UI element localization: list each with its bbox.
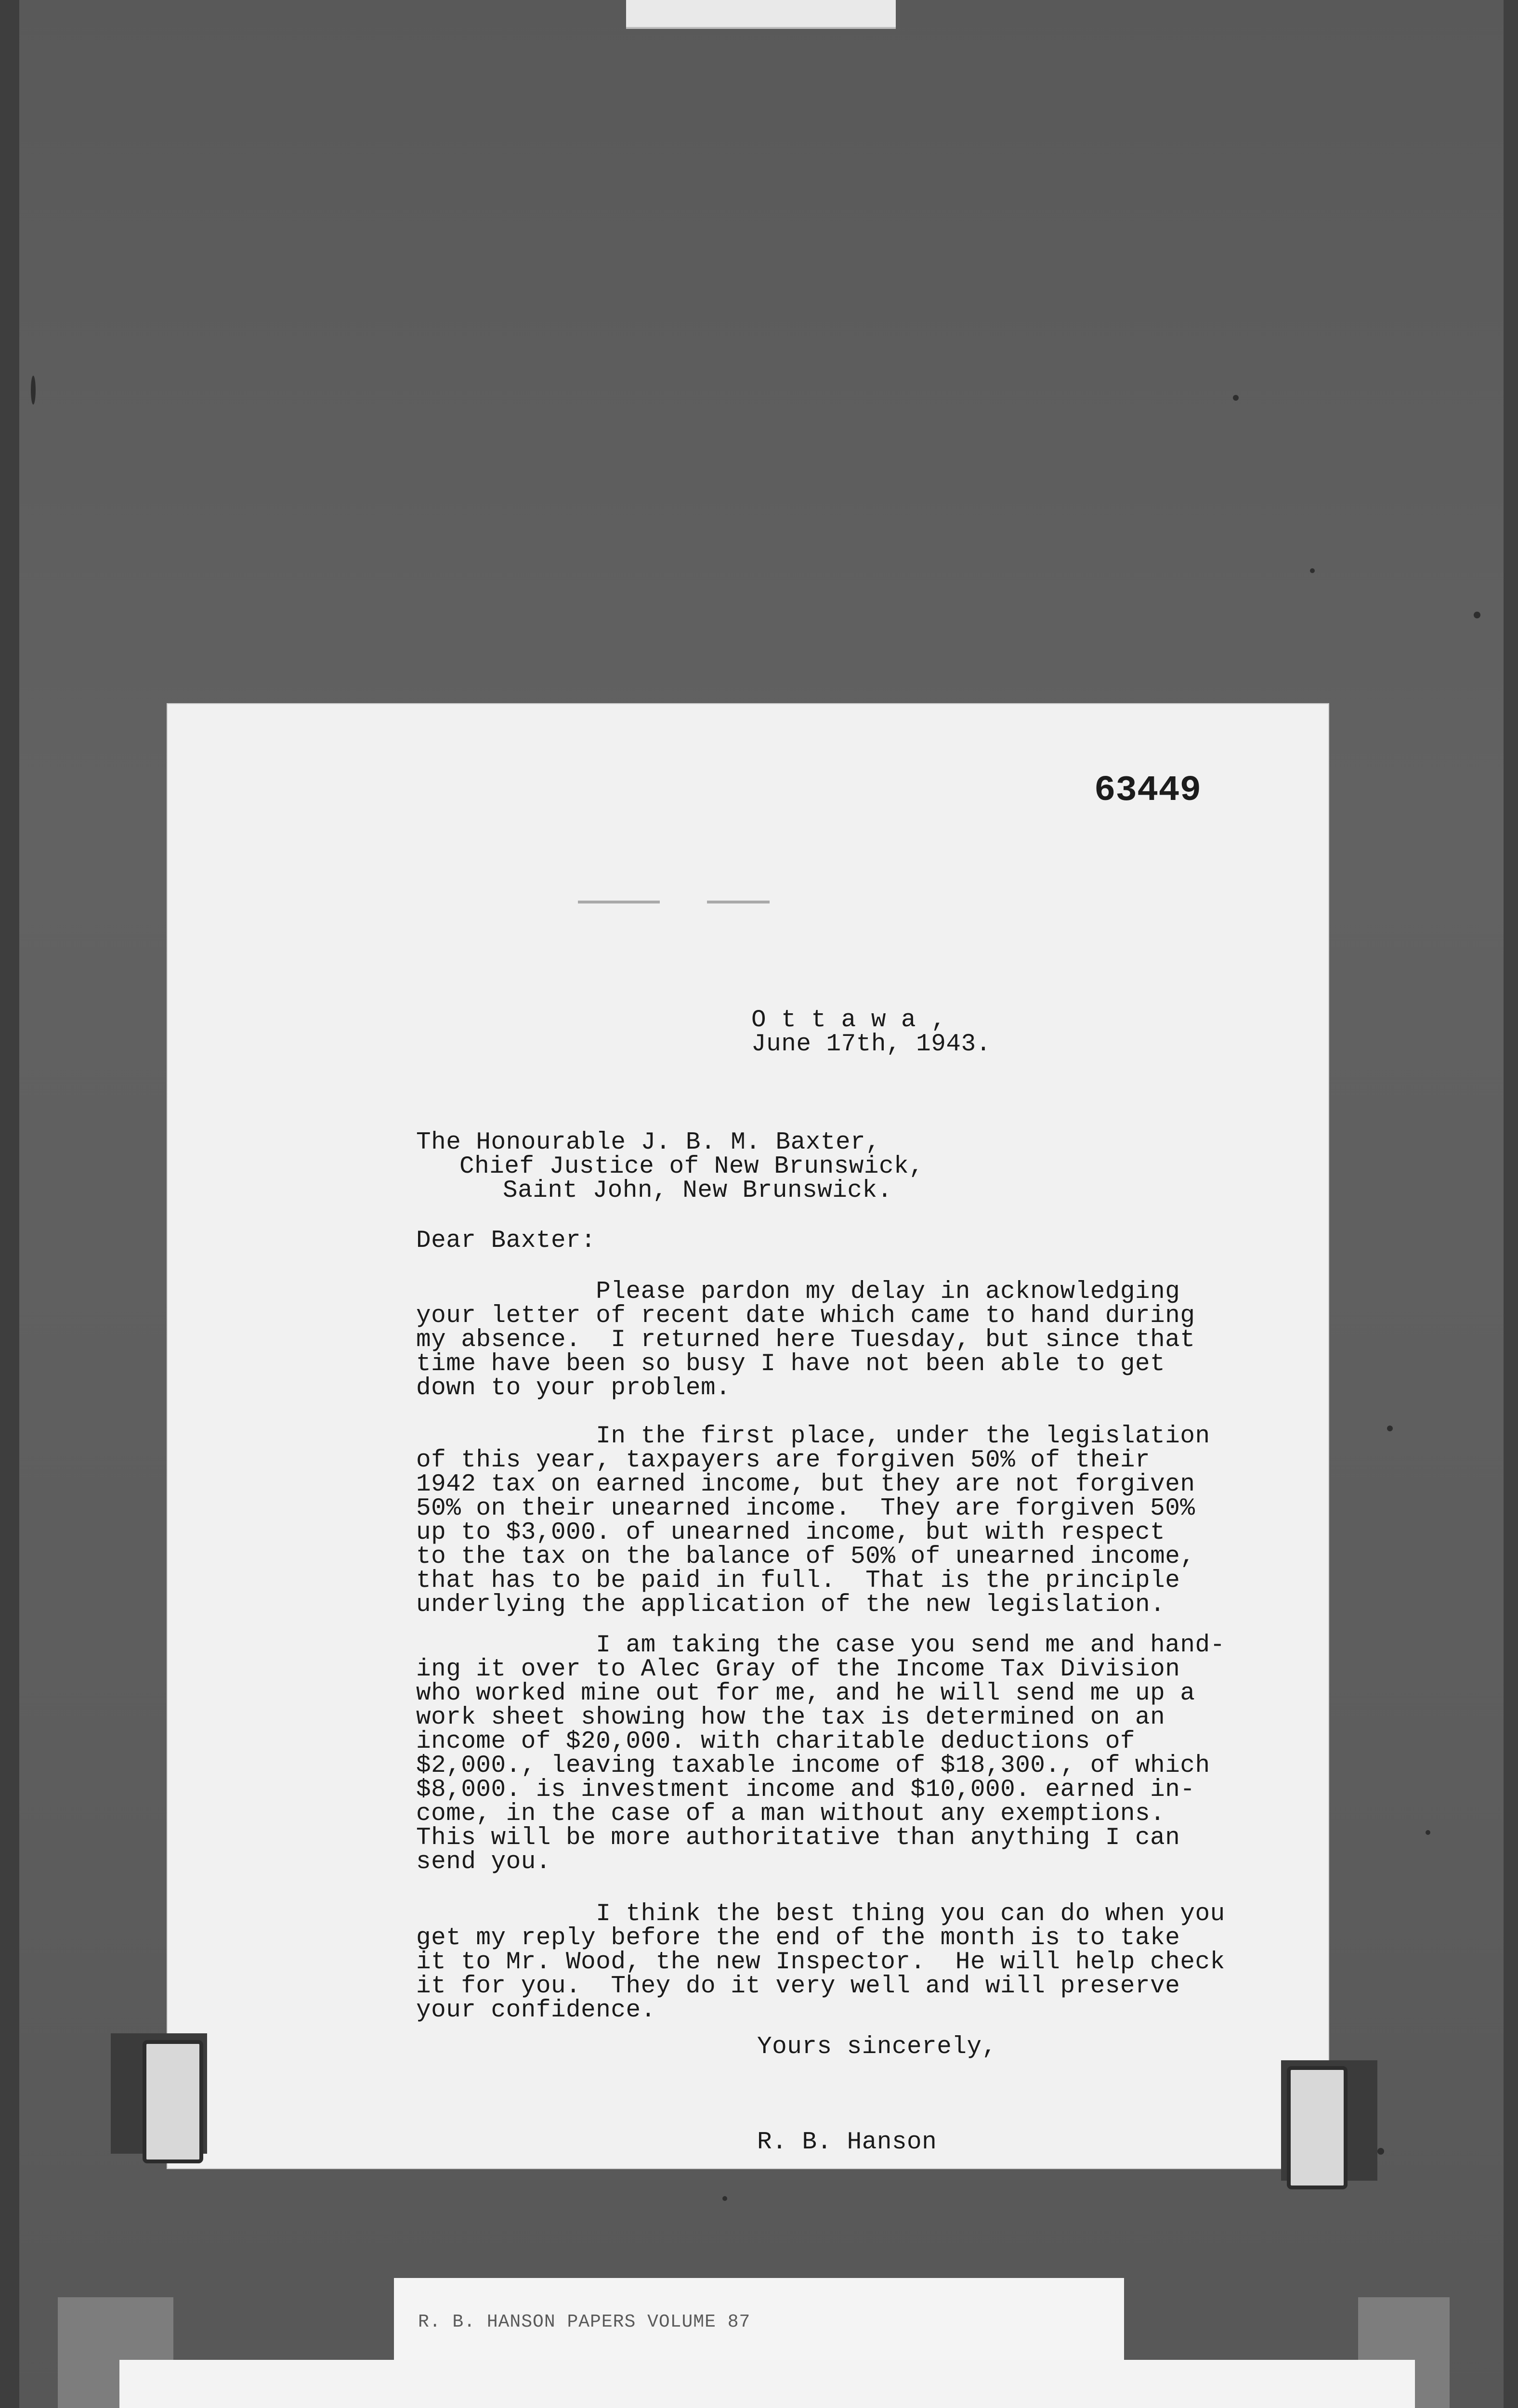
date-line: June 17th, 1943. xyxy=(751,1031,991,1058)
place-line: O t t a w a , xyxy=(751,1007,946,1034)
board-speck xyxy=(1387,1426,1393,1431)
board-speck xyxy=(1426,1830,1430,1835)
faint-mark xyxy=(707,901,770,903)
signature-name: R. B. Hanson xyxy=(757,2129,937,2156)
paragraph-3: I am taking the case you send me and hand- ing it over to Alec Gray of the Income Tax Division who worked mine out for me, and he will send me up a work sheet showing how the tax is determined on an income of $20,000. with charitable deductions of $2,000., leaving taxable income of $18,300., of which $8,000. is investment income and $10,000. earned in- come, in the case of a man without any exemptions. This will be more authoritative than anything I can send you. xyxy=(416,1632,1225,1876)
board-edge-left xyxy=(0,0,19,2408)
recipient-line-2: Chief Justice of New Brunswick, xyxy=(459,1153,924,1180)
board-speck xyxy=(1233,395,1239,401)
top-mount-tab xyxy=(626,0,896,29)
paragraph-2: In the first place, under the legislation of this year, taxpayers are forgiven 50% of their 1942 tax on earned income, but they are not forgiven 50% on their unearned income. They are forgiven 50% up to $3,000. of unearned income, but with respect to the tax on the balance of 50% of unearned income, that has to be paid in full. That is the principle underlying the application of the new legislation. xyxy=(416,1423,1210,1619)
board-speck xyxy=(31,376,36,405)
closing: Yours sincerely, xyxy=(757,2033,997,2061)
volume-label: R. B. HANSON PAPERS VOLUME 87 xyxy=(418,2312,751,2332)
mounting-clip-right xyxy=(1287,2066,1348,2189)
archive-stamp-card xyxy=(119,2360,1415,2408)
paragraph-4: I think the best thing you can do when you get my reply before the end of the month is to take it to Mr. Wood, the new Inspector. He will help check it for you. They do it very well and will preserve your confidence. xyxy=(416,1900,1225,2024)
recipient-line-3: Saint John, New Brunswick. xyxy=(503,1177,892,1204)
board-speck xyxy=(1377,2148,1384,2155)
volume-slip xyxy=(394,2278,1124,2360)
paragraph-1: Please pardon my delay in acknowledging your letter of recent date which came to hand during my absence. I returned here Tuesday, but since that time have been so busy I have not been able to get down to your problem. xyxy=(416,1278,1195,1402)
letter-sheet xyxy=(168,704,1328,2168)
faint-mark xyxy=(578,901,660,903)
board-speck xyxy=(722,2196,727,2201)
board-speck xyxy=(1474,612,1480,618)
board-edge-right xyxy=(1504,0,1518,2408)
document-number: 63449 xyxy=(1094,771,1202,811)
board-speck xyxy=(1310,568,1315,573)
salutation: Dear Baxter: xyxy=(416,1227,596,1255)
recipient-line-1: The Honourable J. B. M. Baxter, xyxy=(416,1129,881,1156)
mounting-clip-left xyxy=(143,2040,203,2163)
